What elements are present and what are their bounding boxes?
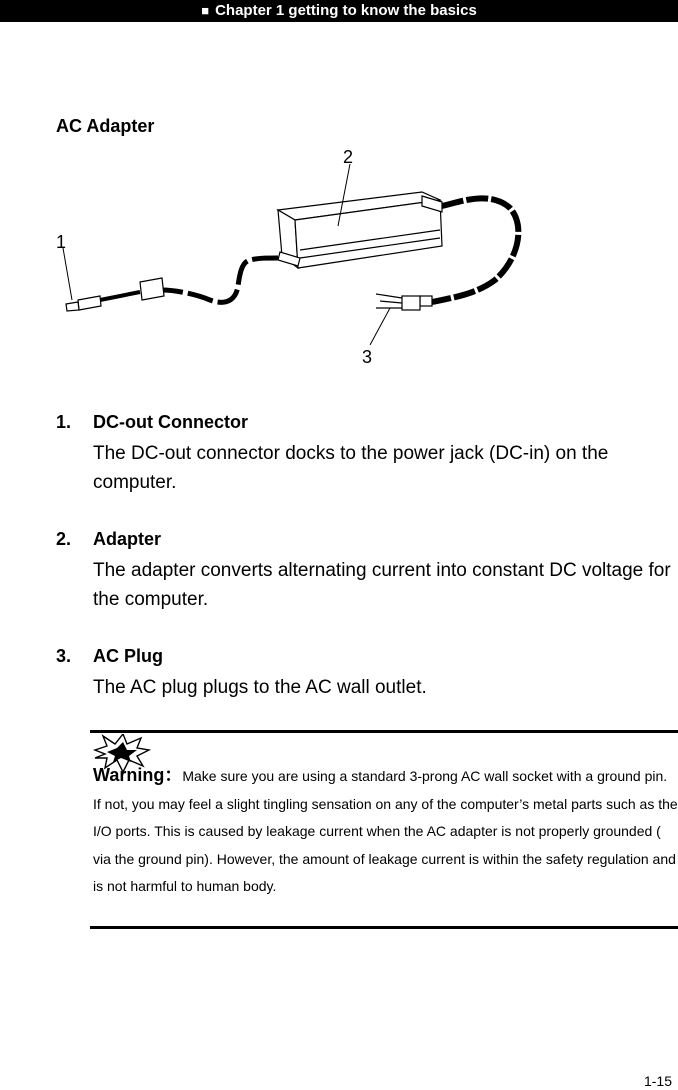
warning-label: Warning [93,765,165,785]
ac-cable [432,198,518,302]
warning-bottom-rule [90,926,678,929]
warning-text: Make sure you are using a standard 3-prong AC wall socket with a ground pin. If not, you may feel a slight tingling sensation on any of the computer’s metal parts such as the I/O ports. This is caused by leakage current when the AC adapter is not properly grounded ( via the ground pin). However, the amount of leakage current is within the safety regulation and is not harmful to human body. [93,768,678,894]
ac-plug [376,294,432,310]
section-title: AC Adapter [56,116,155,136]
page-number: 1-15 [643,1073,672,1089]
ferrite-choke [140,278,164,300]
warning-top-rule [90,730,678,733]
header-bullet: ■ [201,3,210,18]
item-number: 1. [56,412,72,432]
callout-2: 2 [343,147,354,167]
item-number: 3. [56,646,72,666]
warning-separator: ： [164,765,183,785]
item-title: Adapter [93,529,162,549]
chapter-header [0,0,678,22]
item-title: DC-out Connector [93,412,248,432]
item-description: The adapter converts alternating current into constant DC voltage for the computer. [93,560,671,610]
item-description: The DC-out connector docks to the power jack (DC-in) on the computer. [93,443,609,493]
item-title: AC Plug [93,646,163,666]
ac-adapter-illustration [50,140,530,375]
adapter-brick [278,192,442,268]
warning-note [93,762,678,901]
chapter-title: Chapter 1 getting to know the basics [215,2,477,19]
callout-3: 3 [362,347,373,367]
item-number: 2. [56,529,72,549]
item-description: The AC plug plugs to the AC wall outlet. [93,677,427,698]
callout-1: 1 [56,232,67,252]
dc-cable [162,258,278,302]
